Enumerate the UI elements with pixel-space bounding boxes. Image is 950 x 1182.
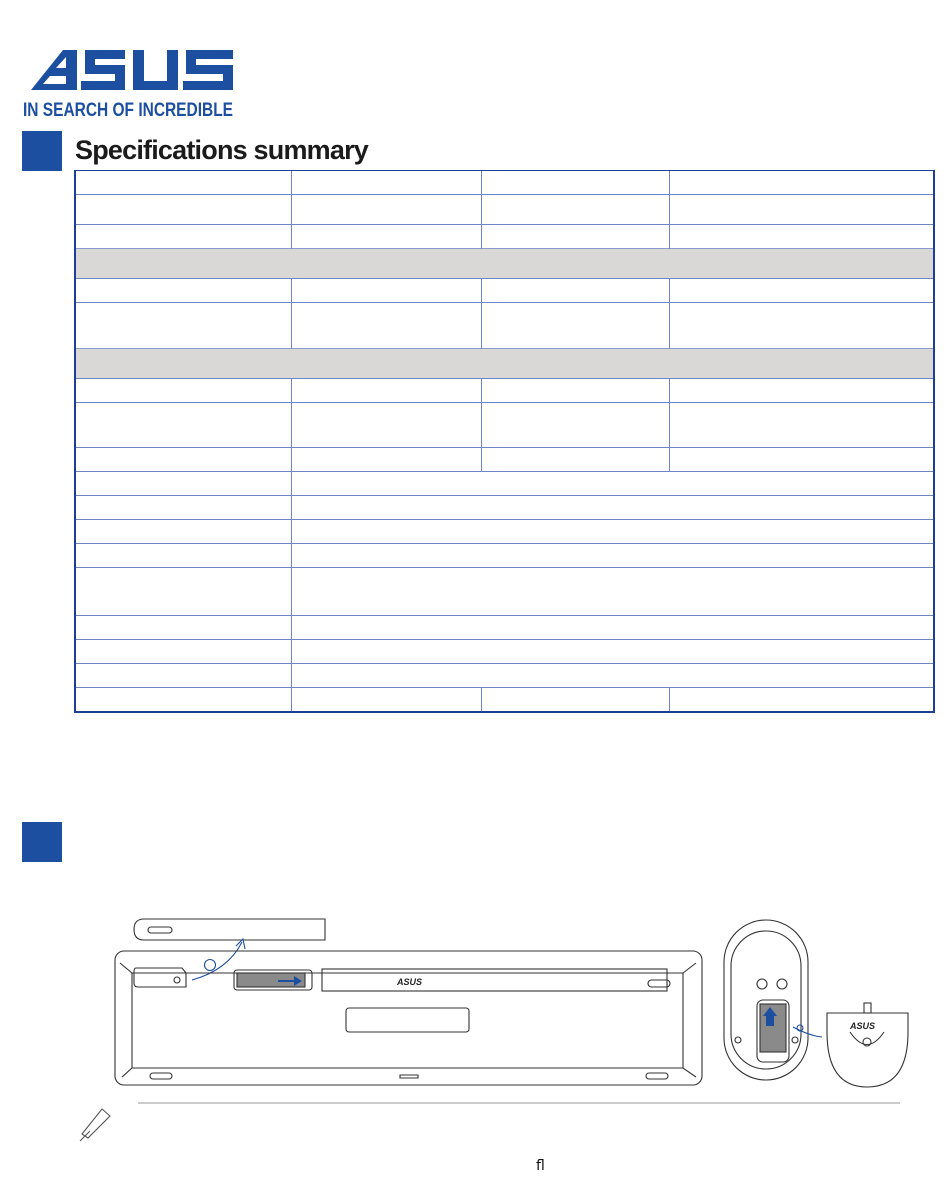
page-title: Specifications summary xyxy=(75,135,369,165)
asus-logo xyxy=(23,46,235,120)
battery-cover-icon xyxy=(134,919,325,940)
table-row xyxy=(75,640,934,664)
table-row xyxy=(75,544,934,568)
table-row xyxy=(75,472,934,496)
table-row xyxy=(75,303,934,349)
table-row xyxy=(75,379,934,403)
table-row xyxy=(75,520,934,544)
keyboard-bottom-icon xyxy=(115,951,702,1085)
table-row xyxy=(75,279,934,303)
usb-receiver-icon xyxy=(827,1003,908,1087)
table-section-band xyxy=(75,249,934,279)
battery-installation-illustration xyxy=(110,912,910,1162)
table-row xyxy=(75,195,934,225)
section-marker-installation xyxy=(22,822,62,862)
asus-tagline: IN SEARCH OF INCREDIBLE xyxy=(23,99,233,121)
table-row xyxy=(75,171,934,195)
specifications-table xyxy=(74,170,935,713)
table-row xyxy=(75,448,934,472)
table-row xyxy=(75,225,934,249)
receiver-logo: ASUS xyxy=(850,1021,876,1031)
keyboard-logo: ASUS xyxy=(397,977,423,987)
table-row xyxy=(75,688,934,713)
table-section-band xyxy=(75,349,934,379)
section-marker-specifications xyxy=(22,131,62,171)
asus-wordmark-icon xyxy=(31,50,233,90)
table-row xyxy=(75,496,934,520)
mouse-bottom-icon xyxy=(724,920,808,1080)
table-row xyxy=(75,403,934,448)
pen-note-icon xyxy=(80,1109,110,1141)
table-row xyxy=(75,664,934,688)
table-row xyxy=(75,568,934,616)
table-row xyxy=(75,616,934,640)
page-footer-mark: ﬂ xyxy=(536,1158,545,1174)
